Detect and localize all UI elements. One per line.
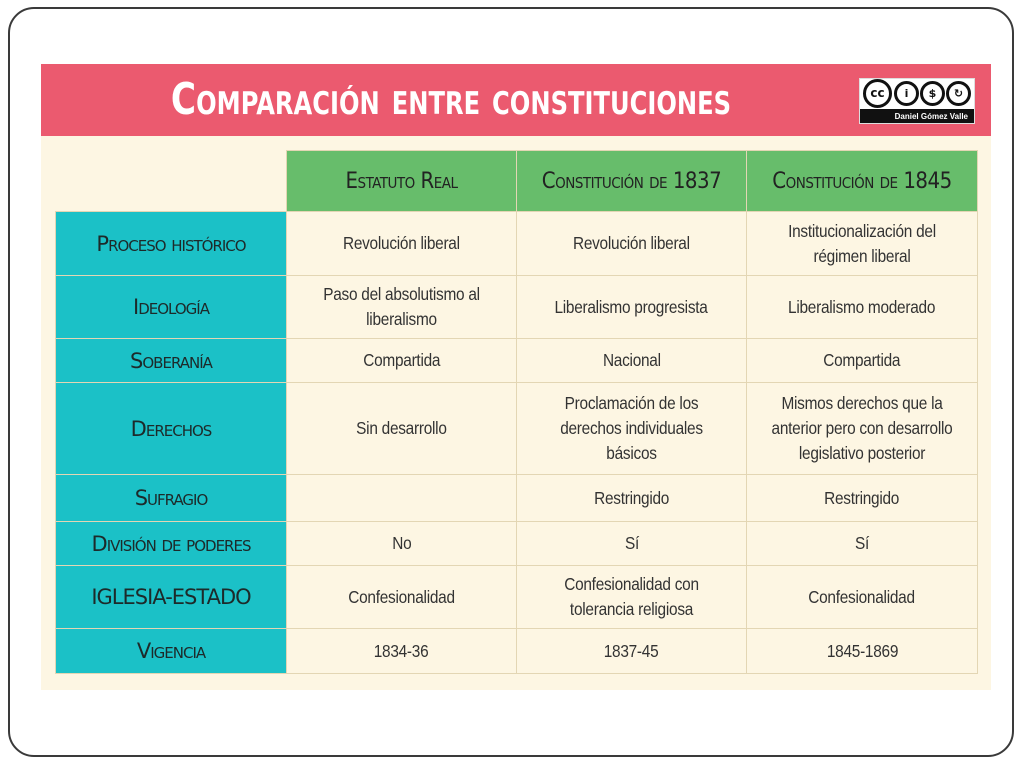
row-header-ideologia: Ideología [56,276,287,339]
badge-author: Daniel Gómez Valle [894,112,968,121]
table-cell: Sí [747,522,978,566]
column-header-estatuto-real: Estatuto Real [287,151,517,212]
table-cell: 1837-45 [517,629,747,674]
table-cell: Confesionalidad con tolerancia religiosa [517,566,747,629]
table-cell: Liberalismo progresista [517,276,747,339]
table-cell: Nacional [517,339,747,383]
table-row [56,629,978,674]
table-cell: No [287,522,517,566]
table-cell: Paso del absolutismo al liberalismo [287,276,517,339]
row-header-vigencia: Vigencia [56,629,287,674]
header-row [56,151,978,212]
corner-cell [56,151,287,212]
row-header-soberania: Soberanía [56,339,287,383]
table-cell: Revolución liberal [517,212,747,276]
table-cell: 1834-36 [287,629,517,674]
table-row [56,522,978,566]
noncommercial-icon: $ [920,81,945,106]
by-attribution-icon: i [894,81,919,106]
table-cell: Liberalismo moderado [747,276,978,339]
row-header-sufragio: Sufragio [56,475,287,522]
table-cell: Mismos derechos que la anterior pero con desarrollo legislativo posterior [747,383,978,475]
row-header-division-de-poderes: División de poderes [56,522,287,566]
comparison-table [55,150,978,674]
table-row [56,475,978,522]
table-cell [287,475,517,522]
table-row [56,383,978,475]
creative-commons-badge [859,78,975,124]
table-cell: Revolución liberal [287,212,517,276]
table-cell: Sí [517,522,747,566]
table-cell: 1845-1869 [747,629,978,674]
table-cell: Compartida [747,339,978,383]
table-cell: Institucionalización del régimen liberal [747,212,978,276]
cc-icons-strip [860,79,974,109]
column-header-constitucion-1845: Constitución de 1845 [747,151,978,212]
table-cell: Confesionalidad [747,566,978,629]
row-header-proceso-historico: Proceso histórico [56,212,287,276]
cc-icon: cc [863,79,892,108]
table-cell: Compartida [287,339,517,383]
table-row [56,566,978,629]
table-cell: Restringido [747,475,978,522]
row-header-derechos: Derechos [56,383,287,475]
title-banner [41,64,991,136]
table-cell: Sin desarrollo [287,383,517,475]
table-row [56,276,978,339]
table-row [56,212,978,276]
table-row [56,339,978,383]
table-cell: Restringido [517,475,747,522]
row-header-iglesia-estado: IGLESIA-ESTADO [56,566,287,629]
column-header-constitucion-1837: Constitución de 1837 [517,151,747,212]
slide-title: Comparación entre constituciones [170,74,732,125]
table-cell: Confesionalidad [287,566,517,629]
sharealike-icon: ↻ [946,81,971,106]
table-cell: Proclamación de los derechos individuales básicos [517,383,747,475]
